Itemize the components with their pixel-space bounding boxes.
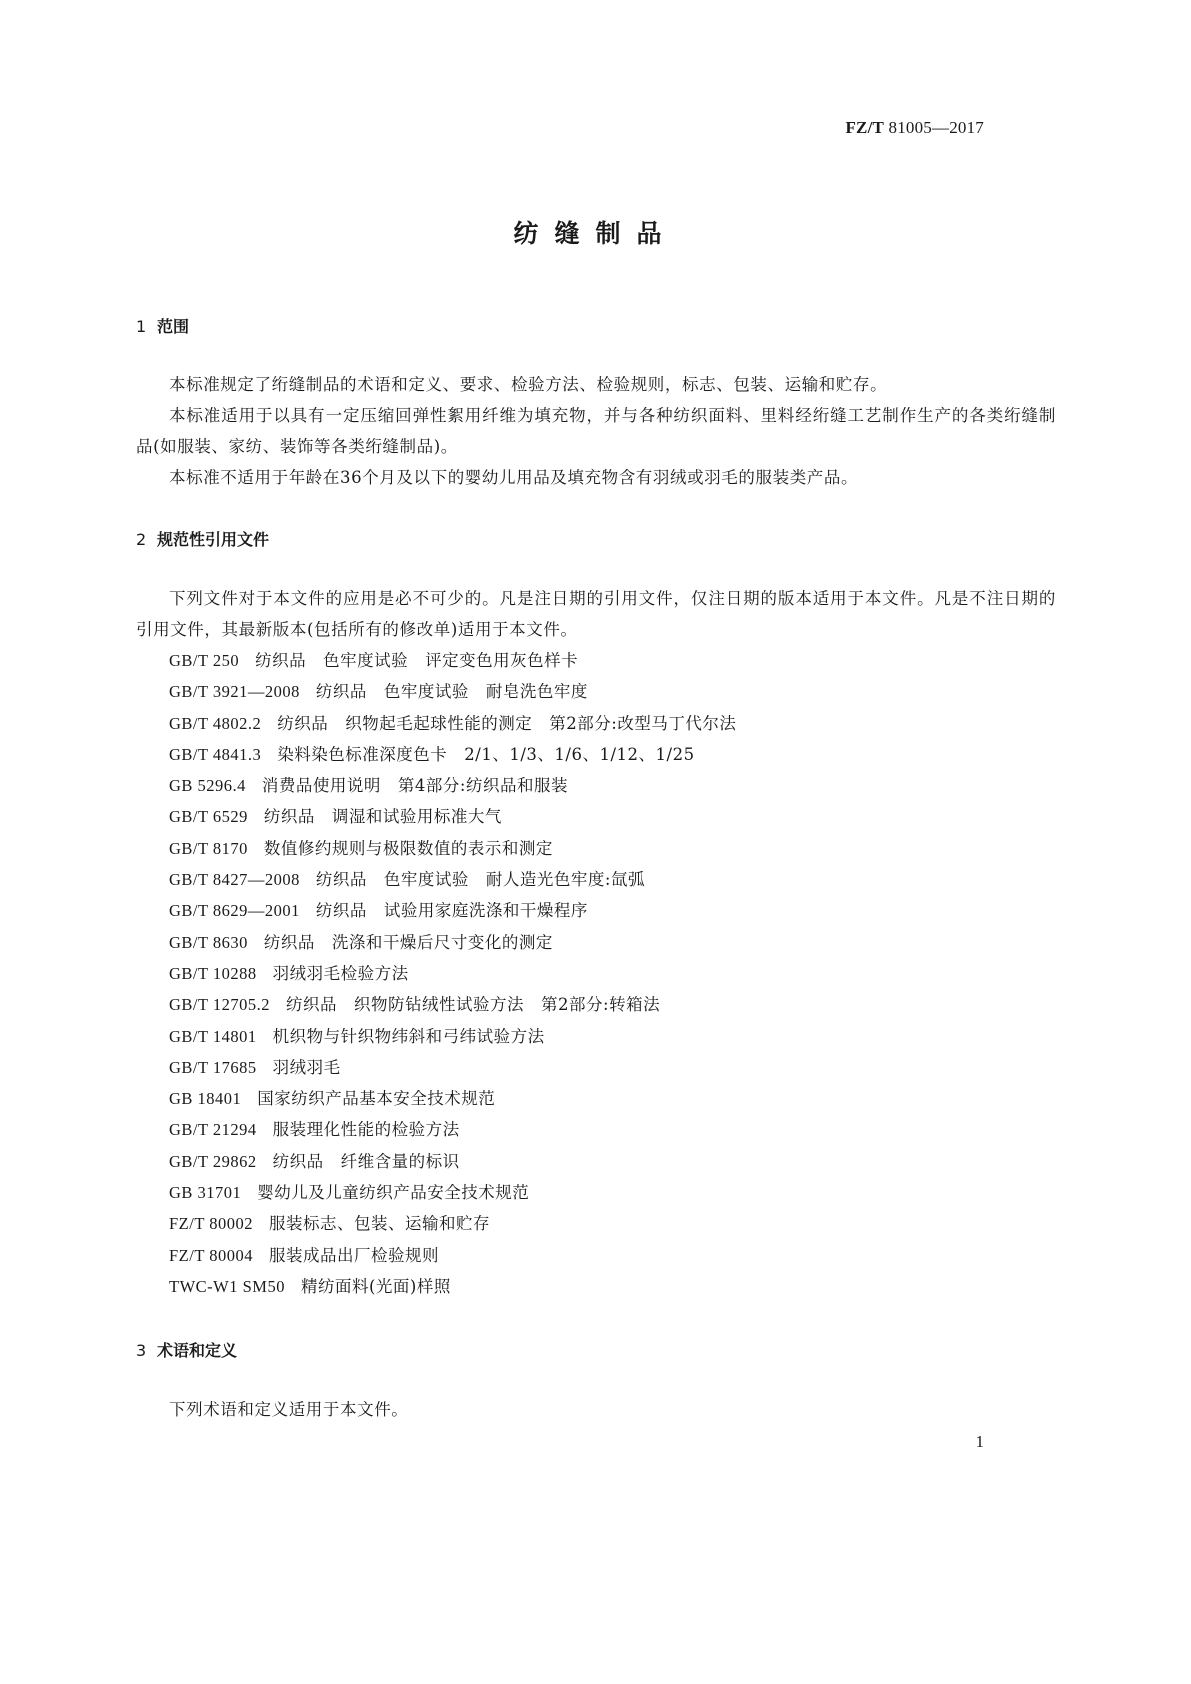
document-title: 纺缝制品 [513,219,678,248]
reference-title: 纺织品 调湿和试验用标准大气 [263,807,502,827]
reference-title: 婴幼儿及儿童纺织产品安全技术规范 [257,1183,530,1203]
reference-code: GB/T 17685 [169,1057,257,1077]
reference-item [169,1271,736,1302]
paragraph: 下列术语和定义适用于本文件。 [169,1400,409,1419]
reference-title: 消费品使用说明 第4部分:纺织品和服装 [261,776,568,796]
reference-item [169,833,736,864]
reference-code: GB/T 3921—2008 [169,682,300,702]
reference-title: 羽绒羽毛 [272,1057,341,1077]
reference-item [169,1240,736,1271]
reference-title: 服装标志、包装、运输和贮存 [269,1214,490,1234]
reference-item [169,958,736,989]
page-number: 1 [975,1432,984,1451]
reference-title: 羽绒羽毛检验方法 [272,963,409,983]
reference-item [169,676,736,707]
reference-title: 纺织品 纤维含量的标识 [272,1151,460,1171]
normative-refs-intro [136,583,1056,645]
reference-code: GB/T 8427—2008 [169,870,300,890]
reference-item [169,927,736,958]
reference-code: GB/T 4841.3 [169,744,262,764]
paragraph: 本标准不适用于年龄在36个月及以下的婴幼儿用品及填充物含有羽绒或羽毛的服装类产品。 [169,468,859,487]
reference-item [169,801,736,832]
reference-item [169,708,736,739]
reference-title: 纺织品 色牢度试验 耐皂洗色牢度 [315,682,588,702]
reference-code: GB/T 8629—2001 [169,901,300,921]
reference-title: 纺织品 洗涤和干燥后尺寸变化的测定 [263,932,553,952]
reference-item [169,1177,736,1208]
section-number: 1 [136,317,147,336]
terms-intro [136,1394,1056,1425]
reference-list [169,645,736,1302]
reference-item [169,989,736,1020]
reference-title: 服装理化性能的检验方法 [272,1120,460,1140]
paragraph: 本标准规定了绗缝制品的术语和定义、要求、检验方法、检验规则，标志、包装、运输和贮存。 [169,375,888,394]
reference-code: GB/T 4802.2 [169,713,262,733]
reference-code: GB/T 8630 [169,932,248,952]
reference-title: 精纺面料(光面)样照 [300,1276,451,1296]
section-number: 2 [136,530,147,549]
reference-code: GB 18401 [169,1089,242,1109]
reference-code: FZ/T 80004 [169,1245,253,1265]
reference-item [169,1052,736,1083]
standard-number: 81005—2017 [888,118,984,137]
reference-item [169,739,736,770]
reference-item [169,1146,736,1177]
reference-code: GB/T 250 [169,651,240,670]
reference-item [169,1208,736,1239]
section-number: 3 [136,1341,147,1360]
reference-item [169,1114,736,1145]
reference-title: 染料染色标准深度色卡 2/1、1/3、1/6、1/12、1/25 [277,744,695,764]
paragraph: 本标准适用于以具有一定压缩回弹性絮用纤维为填充物，并与各种纺织面料、里料经绗缝工艺制作生产的各类绗缝制品(如服装、家纺、装饰等各类绗缝制品)。 [136,406,1056,456]
section-1-heading [136,314,189,337]
reference-code: GB 31701 [169,1183,242,1203]
reference-item [169,1083,736,1114]
reference-code: FZ/T 80002 [169,1214,253,1234]
reference-title: 纺织品 色牢度试验 耐人造光色牢度:氙弧 [315,870,645,890]
reference-code: GB/T 29862 [169,1151,257,1171]
reference-code: TWC-W1 SM50 [169,1276,285,1296]
reference-title: 纺织品 织物起毛起球性能的测定 第2部分:改型马丁代尔法 [277,713,737,733]
reference-item [169,895,736,926]
reference-code: GB/T 10288 [169,963,257,983]
reference-title: 纺织品 试验用家庭洗涤和干燥程序 [315,901,588,921]
reference-code: GB/T 6529 [169,807,248,827]
reference-code: GB 5296.4 [169,776,246,796]
paragraph: 下列文件对于本文件的应用是必不可少的。凡是注日期的引用文件，仅注日期的版本适用于本文件。凡是不注日期的引用文件，其最新版本(包括所有的修改单)适用于本文件。 [136,589,1056,639]
reference-title: 国家纺织产品基本安全技术规范 [257,1089,496,1109]
section-title: 范围 [157,317,190,336]
scope-body [136,369,1056,493]
reference-code: GB/T 21294 [169,1120,257,1140]
section-title: 规范性引用文件 [157,530,270,549]
section-2-heading [136,527,269,550]
reference-item [169,864,736,895]
standard-code [845,118,984,138]
reference-item [169,770,736,801]
section-title: 术语和定义 [157,1341,238,1360]
reference-title: 服装成品出厂检验规则 [269,1245,439,1265]
reference-title: 纺织品 色牢度试验 评定变色用灰色样卡 [255,651,579,670]
reference-title: 数值修约规则与极限数值的表示和测定 [263,838,553,858]
section-3-heading [136,1338,237,1361]
reference-code: GB/T 12705.2 [169,995,271,1015]
reference-item [169,1021,736,1052]
standard-prefix: FZ/T [845,118,885,137]
reference-item [169,645,736,676]
reference-title: 机织物与针织物纬斜和弓纬试验方法 [272,1026,545,1046]
reference-title: 纺织品 织物防钻绒性试验方法 第2部分:转箱法 [286,995,661,1015]
reference-code: GB/T 14801 [169,1026,257,1046]
reference-code: GB/T 8170 [169,838,248,858]
